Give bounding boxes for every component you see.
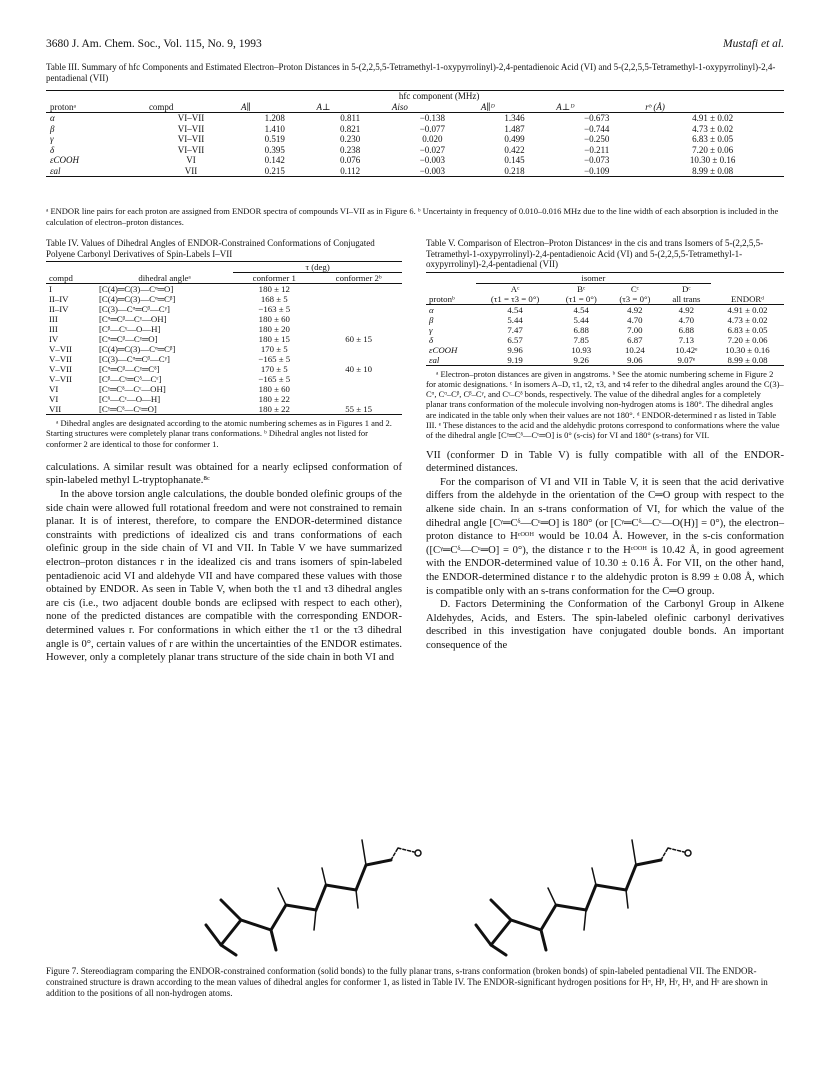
table3-cell: VII xyxy=(184,165,198,176)
table5-row xyxy=(426,355,784,366)
table4-header-row xyxy=(46,273,402,284)
table4-cell: 180 ± 22 xyxy=(258,394,290,404)
table5-cell: 9.06 xyxy=(627,354,643,365)
table3-cell: 0.076 xyxy=(340,155,361,165)
table5-cell: 7.47 xyxy=(507,324,523,335)
table5-cell: 4.70 xyxy=(627,314,643,325)
table5-cell: εal xyxy=(429,354,440,365)
table3-cell: 1.410 xyxy=(264,123,285,134)
table3-cell: β xyxy=(50,123,55,134)
table5-col-header xyxy=(711,283,784,294)
table3-cell: VI xyxy=(186,155,196,165)
table4-cell xyxy=(315,294,402,304)
table5-caption: Table V. Comparison of Electron–Proton Distancesᵃ in the cis and trans Isomers of 5-(2,2,5,5-Tetramethyl-1-oxypyrrolinyl)-2,4-pentadienoic Acid (VI) and 5-(2,2,5,5-Tetramethyl-1-oxypyrrolinyl)-2,4-pentadienal (VII) xyxy=(426,238,764,269)
table5-cell: 10.93 xyxy=(571,344,592,355)
table3-row xyxy=(46,134,784,145)
table3-cell: 1.487 xyxy=(504,123,525,134)
table5-header-top-row xyxy=(426,283,784,294)
table4-cell xyxy=(315,394,402,404)
table4-row xyxy=(46,384,402,394)
table5-row xyxy=(426,315,784,325)
table4-cell: VI xyxy=(49,384,59,394)
left-body-paragraph: calculations. A similar result was obtained for a nearly eclipsed conformation of spin-labeled methyl L-tryptophanate.⁸ᶜ xyxy=(46,461,402,487)
table3-cell: 4.73 ± 0.02 xyxy=(692,123,734,134)
right-body-paragraph: VII (conformer D in Table V) is fully compatible with all of the ENDOR-determined distances. xyxy=(426,449,784,475)
table4-cell: VI xyxy=(49,394,59,404)
table4-cell: III xyxy=(49,324,58,334)
figure7-stereodiagram xyxy=(46,820,784,960)
table3-cell: 8.99 ± 0.08 xyxy=(692,165,734,176)
table4-row xyxy=(46,284,402,295)
table4-cell: V–VII xyxy=(49,354,72,364)
table4-cell: −165 ± 5 xyxy=(258,374,291,384)
table5-row xyxy=(426,345,784,355)
table5-col-header: Dᶜ xyxy=(682,283,691,294)
table3-cell: 4.91 ± 0.02 xyxy=(692,113,734,123)
table4-cell: 180 ± 12 xyxy=(258,284,290,294)
table4-row xyxy=(46,344,402,354)
table3-col-header: A∥ᴰ xyxy=(480,101,495,112)
table3-col-header: protonᵃ xyxy=(50,101,76,112)
table5-cell: 8.99 ± 0.08 xyxy=(727,354,768,365)
table3-cell: 6.83 ± 0.05 xyxy=(692,134,734,144)
table3-cell: −0.109 xyxy=(584,165,610,176)
table3-cell: −0.073 xyxy=(584,155,610,165)
table5-cell: 6.87 xyxy=(627,334,643,345)
table4-col-header: compd xyxy=(49,272,73,283)
table4-row xyxy=(46,374,402,384)
table3-cell: 1.208 xyxy=(264,113,285,123)
table5-col-header xyxy=(426,283,476,294)
table5-cell: 6.88 xyxy=(573,324,589,335)
table4-cell xyxy=(315,324,402,334)
table4-col-header: conformer 1 xyxy=(252,273,296,283)
table3-cell: 0.519 xyxy=(264,134,285,144)
table5-row xyxy=(426,335,784,345)
table3-cell: VI–VII xyxy=(177,113,205,123)
table5-cell: 10.42ᵉ xyxy=(675,344,698,355)
table4-cell: III xyxy=(49,314,58,324)
right-column xyxy=(426,238,784,652)
table4-cell: −165 ± 5 xyxy=(258,354,291,364)
table3-cell: 0.142 xyxy=(264,155,285,165)
table3-cell: 1.346 xyxy=(504,113,525,123)
table3-cell: 0.422 xyxy=(504,144,525,155)
table4-cell: [C(3)—Cᵅ═Cᵝ—Cᵞ] xyxy=(98,354,170,364)
table5-cell: 7.13 xyxy=(678,334,695,345)
table3-cell: 0.112 xyxy=(340,165,361,176)
table5-cell: 6.88 xyxy=(678,324,695,335)
right-body-text xyxy=(426,449,784,653)
table5-cell: 4.91 ± 0.02 xyxy=(727,304,768,315)
table5 xyxy=(426,272,784,366)
table3-col-header: A⊥ xyxy=(316,101,331,112)
table4-cell: −163 ± 5 xyxy=(258,304,291,314)
table4-cell xyxy=(315,374,402,384)
table5-cell: 7.00 xyxy=(627,324,643,335)
table5-cell: 4.54 xyxy=(573,304,589,315)
table5-cell: 4.70 xyxy=(678,314,695,325)
table5-col-header: Bᶜ xyxy=(577,283,586,294)
table3-cell: VI–VII xyxy=(177,144,205,155)
table4-cell xyxy=(315,354,402,364)
table3-row xyxy=(46,166,784,177)
table4-cell: 180 ± 15 xyxy=(258,334,290,344)
table5-cell: 5.44 xyxy=(573,314,589,325)
table4-cell: 55 ± 15 xyxy=(345,404,373,414)
table4-group-header: τ (deg) xyxy=(233,262,402,273)
table3-cell: γ xyxy=(50,134,54,144)
table4-cell xyxy=(315,284,402,295)
table3-cell: 0.020 xyxy=(422,134,443,144)
table3-cell: 0.230 xyxy=(340,134,361,144)
table4-col-header: conformer 2ᵇ xyxy=(335,273,382,283)
table4-row xyxy=(46,404,402,415)
table5-cell: γ xyxy=(429,324,433,335)
table3-cell: 0.215 xyxy=(264,165,285,176)
table3-cell: VI–VII xyxy=(177,134,205,144)
table5-cell: 7.20 ± 0.06 xyxy=(727,334,768,345)
table4-cell: [C(4)═C(3)—Cᵅ═Cᵝ] xyxy=(98,294,176,304)
table3 xyxy=(46,90,784,177)
table3-cell: 0.395 xyxy=(264,144,285,155)
table3-header-row xyxy=(46,102,784,113)
table4-caption: Table IV. Values of Dihedral Angles of ENDOR-Constrained Conformations of Conjugated Polyene Carbonyl Derivatives of Spin-Labels I–VII xyxy=(46,238,375,259)
table5-cell: 4.92 xyxy=(678,304,695,315)
table4-cell: [C(3)—Cᵅ═Cᵝ—Cᵞ] xyxy=(98,304,170,314)
table5-cell: δ xyxy=(429,334,434,345)
table3-cell: −0.077 xyxy=(419,123,446,134)
table4-cell: 170 ± 5 xyxy=(260,364,288,374)
table4-row xyxy=(46,364,402,374)
table3-cell: −0.744 xyxy=(584,123,610,134)
table3-caption: Table III. Summary of hfc Components and Estimated Electron–Proton Distances in 5-(2,2,5,5-Tetramethyl-1-oxypyrrolinyl)-2,4-pentadienoic Acid (VI) and 5-(2,2,5,5-Tetramethyl-1-oxypyrrolinyl)-2,4-pentadienal (VII) xyxy=(46,62,776,83)
table3-col-header: Aiso xyxy=(391,101,408,112)
table3-cell: −0.003 xyxy=(419,155,446,165)
table3-row xyxy=(46,124,784,135)
table4-cell: [Cᵅ═Cᵝ—Cᵞ═O] xyxy=(98,334,158,344)
table4-cell: II–IV xyxy=(49,304,69,314)
table4-row xyxy=(46,314,402,324)
table4-cell: [Cᵅ═Cᵝ—Cᵞ—OH] xyxy=(98,314,167,324)
table4-cell: 180 ± 60 xyxy=(258,314,290,324)
table4-footnote: ᵃ Dihedral angles are designated according to the atomic numbering schemes as in Figures 1 and 2. Starting structures were completely planar trans conformations. ᵇ Dihedral angles not listed for conformer 2 are identical to those for conformer 1. xyxy=(46,418,392,449)
table4-cell: IV xyxy=(49,334,59,344)
table4-col-header: dihedral angleᵃ xyxy=(138,272,191,283)
table5-col-header: (τ1 = 0°) xyxy=(565,293,597,304)
running-head-right: Mustafi et al. xyxy=(722,38,784,50)
table4-cell: V–VII xyxy=(49,364,72,374)
table5-cell: 6.57 xyxy=(507,334,523,345)
table4-cell: [Cᵟ—Cᵋ—O—H] xyxy=(98,394,161,404)
table5-col-header: all trans xyxy=(672,293,701,304)
figure7-caption: Figure 7. Stereodiagram comparing the ENDOR-constrained conformation (solid bonds) to the fully planar trans, s-trans conformation (broken bonds) of spin-labeled pentadienal VII. The ENDOR-constrained structure is drawn according to the mean values of dihedral angles for conformer 1, as listed in Table IV. The ENDOR-significant hydrogen positions for Hᵅ, Hᵝ, Hᵞ, Hᵟ, and Hᵋ are shown in addition to the positions of all non-hydrogen atoms. xyxy=(46,966,768,998)
table4-cell: 60 ± 15 xyxy=(345,334,373,344)
table4-cell: [C(4)═C(3)—Cᵅ═O] xyxy=(98,284,174,294)
table4-cell xyxy=(315,314,402,324)
table5-cell: 9.19 xyxy=(507,354,523,365)
table4-cell: [Cᵝ—Cᵞ—O—H] xyxy=(98,324,161,334)
left-column xyxy=(46,238,402,665)
table4-cell: [Cᵞ═Cᵟ—Cᵋ—OH] xyxy=(98,384,166,394)
table5-col-header: Aᶜ xyxy=(510,283,520,294)
left-body-text xyxy=(46,461,402,665)
table3-cell: −0.250 xyxy=(584,134,610,144)
table4-cell: 40 ± 10 xyxy=(345,364,373,374)
table4-cell xyxy=(315,344,402,354)
right-body-paragraph: For the comparison of VI and VII in Table V, it is seen that the acid derivative differs from the aldehyde in the orientation of the C═O group with respect to the alkene side chain. In an s-trans conformation of VI, for which the value of the dihedral angle [Cᵞ═Cᵟ—Cᵋ═O] is 180° (or [Cᵞ═Cᵟ—Cᵋ—O(H)] = 0°), the electron–proton distance to Hᶜᴼᴼᴴ would be 10.04 Å. However, in the s-cis conformation ([Cᵞ═Cᵟ—Cᵋ═O] = 0°), the distance r to the Hᶜᴼᴼᴴ is 10.42 Å, in good agreement with the ENDOR-determined value of 10.30 ± 0.16 Å. For VII, on the other hand, the ENDOR-determined distance r to the aldehydic proton is 8.99 ± 0.08 Å, which is compatible only with an s-trans conformation for the C═O group. xyxy=(426,476,784,597)
table3-cell: 0.218 xyxy=(504,165,525,176)
table5-cell: 5.44 xyxy=(507,314,523,325)
table5-cell: 6.83 ± 0.05 xyxy=(727,324,768,335)
table4-row xyxy=(46,324,402,334)
table3-cell: 0.238 xyxy=(340,144,361,155)
table5-col-header: ENDORᵈ xyxy=(730,293,765,304)
table3-cell: 0.811 xyxy=(340,113,361,123)
table5-col-header: protonᵇ xyxy=(429,293,455,304)
table4-row xyxy=(46,394,402,404)
table5-cell: 10.24 xyxy=(624,344,645,355)
table3-group-header: hfc component (MHz) xyxy=(398,91,480,101)
molecule-right xyxy=(476,840,691,955)
table4-row xyxy=(46,334,402,344)
table3-cell: −0.673 xyxy=(584,113,610,123)
table4-cell: 180 ± 60 xyxy=(258,384,290,394)
table5-footnote: ᵃ Electron–proton distances are given in angstroms. ᵇ See the atomic numbering scheme in Figure 2 for atomic designations. ᶜ In isomers A–D, τ1, τ2, τ3, and τ4 refer to the dihedral angles around the C(3)–Cᵅ, Cᵅ–Cᵝ, Cᵝ–Cᵞ, and Cᵞ–Cᵟ bonds, respectively. The value of the dihedral angles for a completely planar trans conformation of the molecule involving non-hydrogen atoms is 180°. The dihedral angles are indicated in the table only when their values are not 180°. ᵈ ENDOR-determined r as listed in Table III. ᵉ These distances to the acid and the aldehydic protons correspond to conformations where the value of the dihedral angle [Cᵞ═Cᵟ—Cᵋ═O] is 0° (s-cis) for VI and 180° (s-trans) for VII. xyxy=(426,368,784,441)
table3-row xyxy=(46,113,784,124)
table3-cell: α xyxy=(50,113,55,123)
molecule-left xyxy=(206,840,421,955)
table5-cell: α xyxy=(429,304,434,315)
table3-cell: 0.499 xyxy=(504,134,525,144)
table4-cell: 168 ± 5 xyxy=(260,294,288,304)
table5-header-row xyxy=(426,294,784,305)
table3-cell: εal xyxy=(50,165,61,176)
table3-col-header: A⊥ᴰ xyxy=(556,101,575,112)
table4-row xyxy=(46,294,402,304)
table5-group-header: isomer xyxy=(476,272,711,283)
table4-cell: 170 ± 5 xyxy=(260,344,288,354)
table5-row xyxy=(426,325,784,335)
table3-cell: δ xyxy=(50,144,55,155)
table5-col-header: (τ3 = 0°) xyxy=(619,293,651,304)
table5-cell: 9.07ᵉ xyxy=(677,354,696,365)
table4-cell: [Cᵅ═Cᵝ—Cᵞ═Cᵟ] xyxy=(98,364,160,374)
table5-col-header: Cᶜ xyxy=(630,283,639,294)
table5-cell: β xyxy=(429,314,434,325)
table5-cell: 7.85 xyxy=(573,334,589,345)
table4-cell: [Cᵞ═Cᵟ—Cᵋ═O] xyxy=(98,404,157,414)
table4-cell: VII xyxy=(49,404,62,414)
table3-cell: 10.30 ± 0.16 xyxy=(689,155,736,165)
table5-cell: 9.96 xyxy=(507,344,523,355)
table3-cell: 0.821 xyxy=(340,123,361,134)
table4-cell: V–VII xyxy=(49,374,72,384)
table4 xyxy=(46,261,402,415)
table3-cell: εCOOH xyxy=(50,155,80,165)
table4-cell: II–IV xyxy=(49,294,69,304)
stereodiagram-svg xyxy=(46,820,784,960)
table4-cell xyxy=(315,384,402,394)
table4-cell: V–VII xyxy=(49,344,72,354)
table3-cell: −0.211 xyxy=(584,144,610,155)
table3-col-header: compd xyxy=(148,101,174,112)
table3-cell: 0.145 xyxy=(504,155,525,165)
table4-cell: 180 ± 20 xyxy=(258,324,290,334)
table4-cell: 180 ± 22 xyxy=(258,404,290,414)
table5-cell: 10.30 ± 0.16 xyxy=(725,344,770,355)
table4-cell xyxy=(315,304,402,314)
left-body-paragraph: In the above torsion angle calculations, the double bonded olefinic groups of the side chain were allowed full rotational freedom and were not constrained to remain planar. It is of interest, therefore, to compare the ENDOR-determined distance constraints with predictions of idealized cis and trans conformations of each olefinic group in the side chain of VI and VII. In Table V we have summarized electron–proton distances r in the idealized cis and trans isomers of spin-labeled pentadienoic acid VI and aldehyde VII and have compared these values with those obtained by ENDOR. As seen in Table V, when both the τ1 and τ3 dihedral angles are cis (i.e., two adjacent double bonds are eclipsed with respect to each other), none of the predicted distances are compatible with the corresponding ENDOR-determined values r. For conformations in which either the τ1 or the τ3 dihedral angle is 0°, certain values of r are within the uncertainties of the ENDOR estimates. However, only a completely planar trans structure of the side chain in both VI and xyxy=(46,489,402,664)
right-body-paragraph: D. Factors Determining the Conformation of the Carbonyl Group in Alkene Aldehydes, Acids, and Esters. The spin-labeled olefinic carbonyl derivatives described in this investigation have conjugated double bonds. An important consequence of the xyxy=(426,599,784,651)
table3-row xyxy=(46,155,784,166)
table5-cell: 4.54 xyxy=(507,304,523,315)
table3-cell: −0.138 xyxy=(419,113,446,123)
table3-cell: 7.20 ± 0.06 xyxy=(692,144,734,155)
table5-cell: 9.26 xyxy=(573,354,589,365)
table3-cell: −0.003 xyxy=(419,165,446,176)
table4-cell: [Cᵝ—Cᵞ═Cᵟ—Cᵋ] xyxy=(98,374,162,384)
table5-col-header: (τ1 = τ3 = 0°) xyxy=(490,293,540,304)
table5-cell: 4.92 xyxy=(627,304,643,315)
table5-cell: εCOOH xyxy=(429,344,458,355)
table3-cell: VI–VII xyxy=(177,123,205,134)
running-head-left: 3680 J. Am. Chem. Soc., Vol. 115, No. 9, 1993 xyxy=(46,38,262,50)
table3-col-header: rᵇ (Å) xyxy=(645,101,665,112)
table4-cell: I xyxy=(49,284,52,294)
table3-cell: −0.027 xyxy=(419,144,446,155)
table3-footnote: ᵃ ENDOR line pairs for each proton are assigned from ENDOR spectra of compounds VI–VII as in Figure 6. ᵇ Uncertainty in frequency of 0.010–0.016 MHz due to the line width of each absorption is included in the calculation of electron–proton distances. xyxy=(46,206,779,227)
table3-col-header: A∥ xyxy=(241,101,251,112)
table5-row xyxy=(426,304,784,315)
table4-row xyxy=(46,354,402,364)
table5-cell: 4.73 ± 0.02 xyxy=(727,314,768,325)
table4-cell: [C(4)═C(3)—Cᵅ═Cᵝ] xyxy=(98,344,176,354)
table4-row xyxy=(46,304,402,314)
table3-row xyxy=(46,145,784,156)
